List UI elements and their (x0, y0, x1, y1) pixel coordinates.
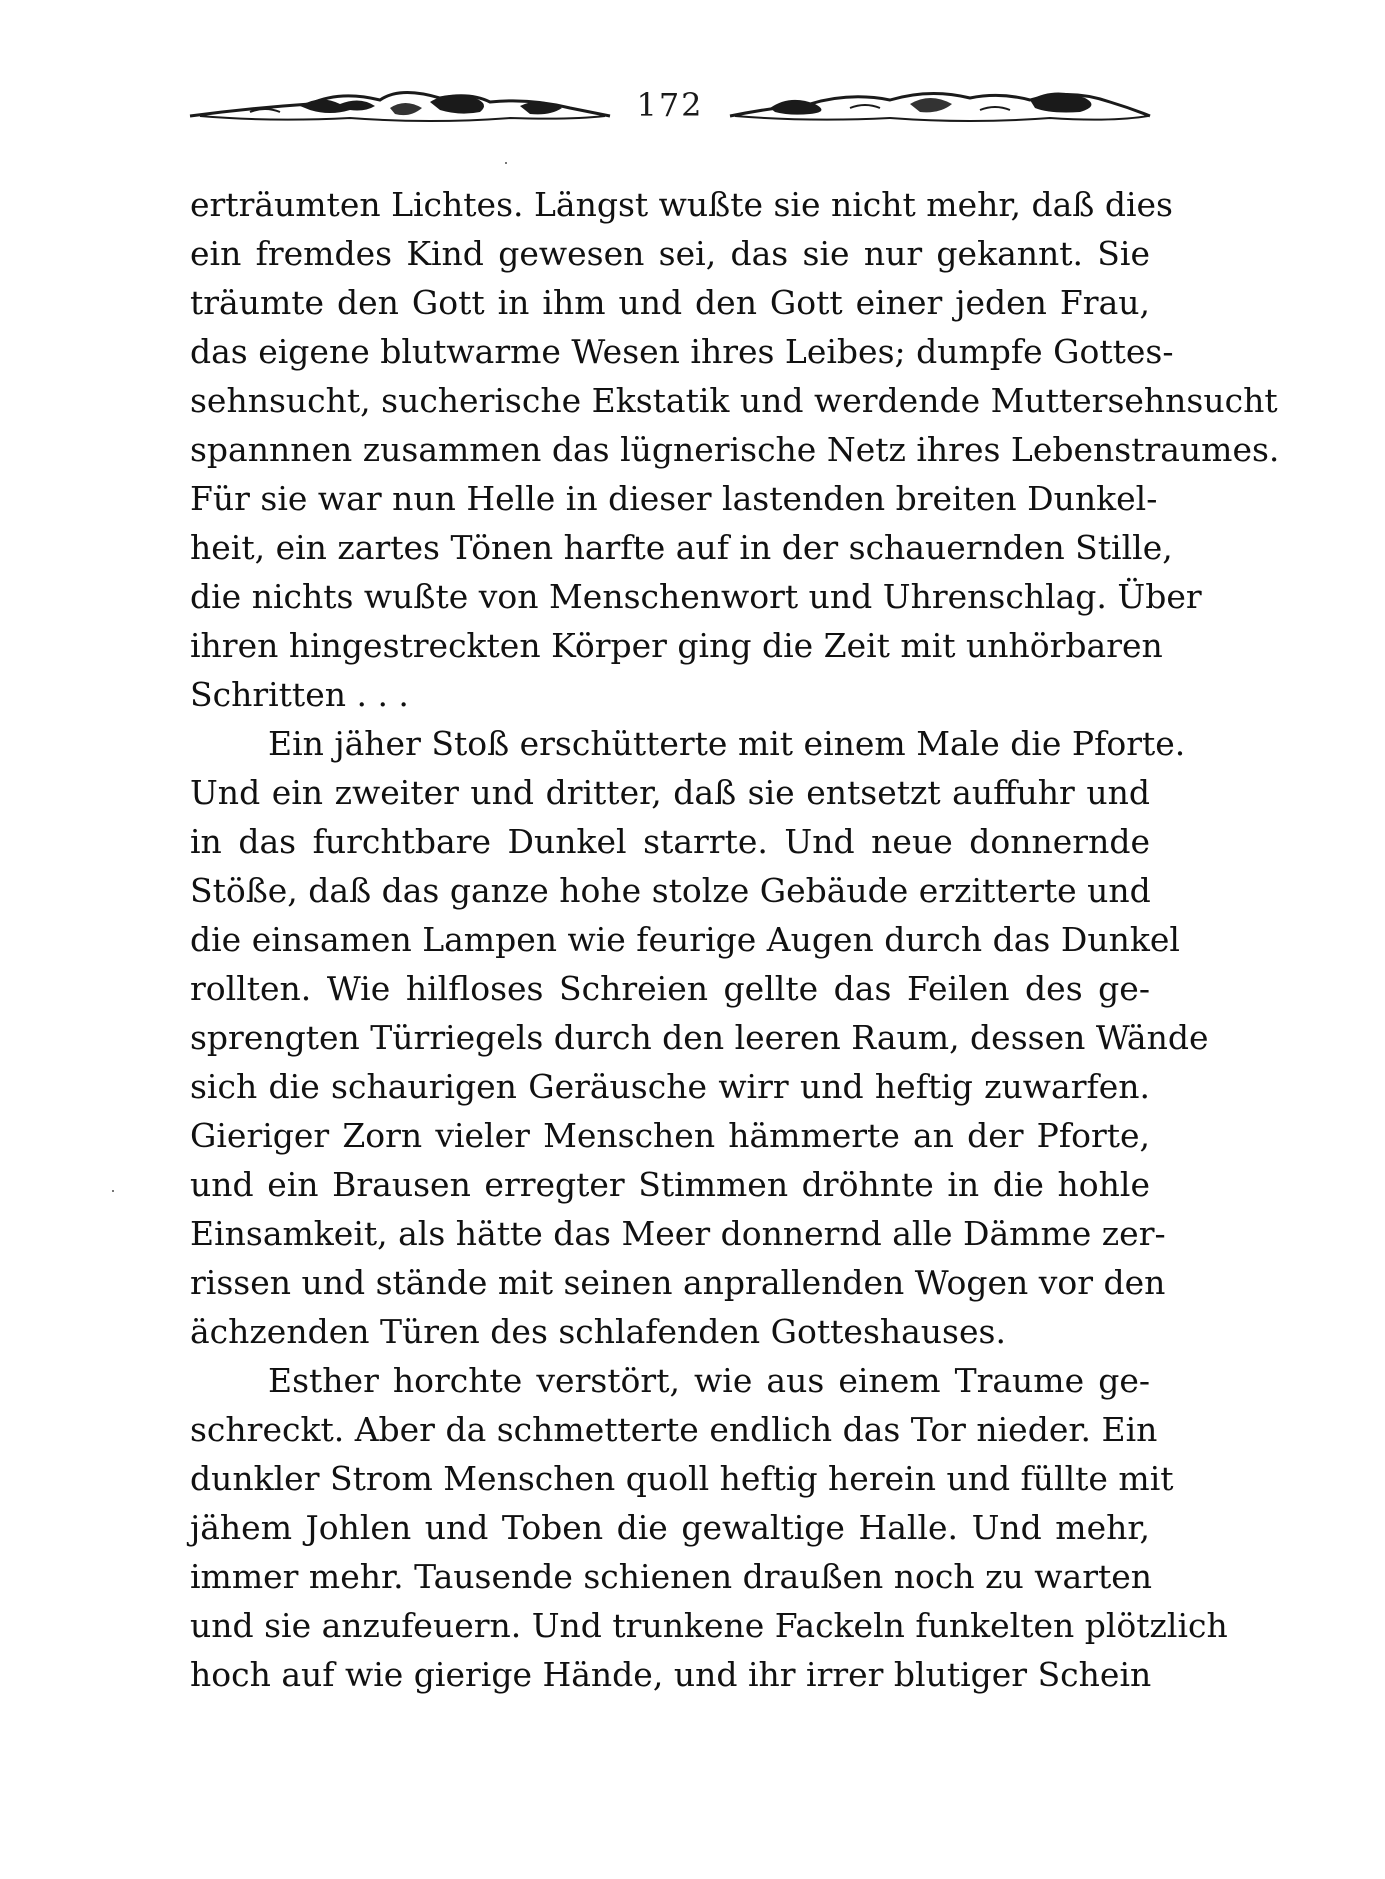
text-line: in das furchtbare Dunkel starrte. Und neue donnernde (190, 822, 1150, 861)
page-number: 172 (636, 86, 704, 124)
text-line: Stöße, daß das ganze hohe stolze Gebäude erzitterte und (190, 871, 1151, 910)
text-line: rollten. Wie hilfloses Schreien gellte das Feilen des ge- (190, 969, 1150, 1008)
text-line: ihren hingestreckten Körper ging die Zeit mit unhörbaren (190, 626, 1163, 665)
text-line: das eigene blutwarme Wesen ihres Leibes; dumpfe Gottes- (190, 332, 1174, 371)
text-line: träumte den Gott in ihm und den Gott einer jeden Frau, (190, 283, 1150, 322)
text-line: und sie anzufeuern. Und trunkene Fackeln funkelten plötzlich (190, 1606, 1228, 1645)
text-line: dunkler Strom Menschen quoll heftig herein und füllte mit (190, 1459, 1174, 1498)
right-ornament-icon (730, 78, 1150, 138)
text-line: jähem Johlen und Toben die gewaltige Halle. Und mehr, (190, 1508, 1150, 1547)
text-line: Für sie war nun Helle in dieser lastenden breiten Dunkel- (190, 479, 1158, 518)
text-line: heit, ein zartes Tönen harfte auf in der schauernden Stille, (190, 528, 1173, 567)
print-speck (112, 1190, 114, 1192)
text-line: Einsamkeit, als hätte das Meer donnernd alle Dämme zer- (190, 1214, 1166, 1253)
text-line: immer mehr. Tausende schienen draußen noch zu warten (190, 1557, 1153, 1596)
text-line: Esther horchte verstört, wie aus einem Traume ge- (268, 1361, 1150, 1400)
text-line: Schritten . . . (190, 675, 409, 714)
page-header (190, 78, 1150, 138)
paragraph (190, 180, 1280, 719)
body-text (190, 180, 1280, 1699)
text-line: erträumten Lichtes. Längst wußte sie nicht mehr, daß dies (190, 185, 1173, 224)
text-line: hoch auf wie gierige Hände, und ihr irrer blutiger Schein (190, 1655, 1152, 1694)
text-line: ein fremdes Kind gewesen sei, das sie nur gekannt. Sie (190, 234, 1150, 273)
text-line: die nichts wußte von Menschenwort und Uhrenschlag. Über (190, 577, 1202, 616)
text-line: die einsamen Lampen wie feurige Augen durch das Dunkel (190, 920, 1180, 959)
text-line: schreckt. Aber da schmetterte endlich das Tor nieder. Ein (190, 1410, 1158, 1449)
text-line: spannnen zusammen das lügnerische Netz ihres Lebenstraumes. (190, 430, 1280, 469)
text-line: Und ein zweiter und dritter, daß sie entsetzt auffuhr und (190, 773, 1150, 812)
paragraph (190, 719, 1209, 1356)
text-line: ächzenden Türen des schlafenden Gotteshauses. (190, 1312, 1006, 1351)
text-line: Ein jäher Stoß erschütterte mit einem Male die Pforte. (268, 724, 1186, 763)
text-line: sehnsucht, sucherische Ekstatik und werdende Muttersehnsucht (190, 381, 1278, 420)
text-line: und ein Brausen erregter Stimmen dröhnte in die hohle (190, 1165, 1150, 1204)
text-line: Gieriger Zorn vieler Menschen hämmerte an der Pforte, (190, 1116, 1150, 1155)
paragraph (190, 1356, 1228, 1699)
print-speck (505, 162, 507, 164)
text-line: sprengten Türriegels durch den leeren Raum, dessen Wände (190, 1018, 1209, 1057)
text-line: rissen und stände mit seinen anprallenden Wogen vor den (190, 1263, 1166, 1302)
text-line: sich die schaurigen Geräusche wirr und heftig zuwarfen. (190, 1067, 1150, 1106)
